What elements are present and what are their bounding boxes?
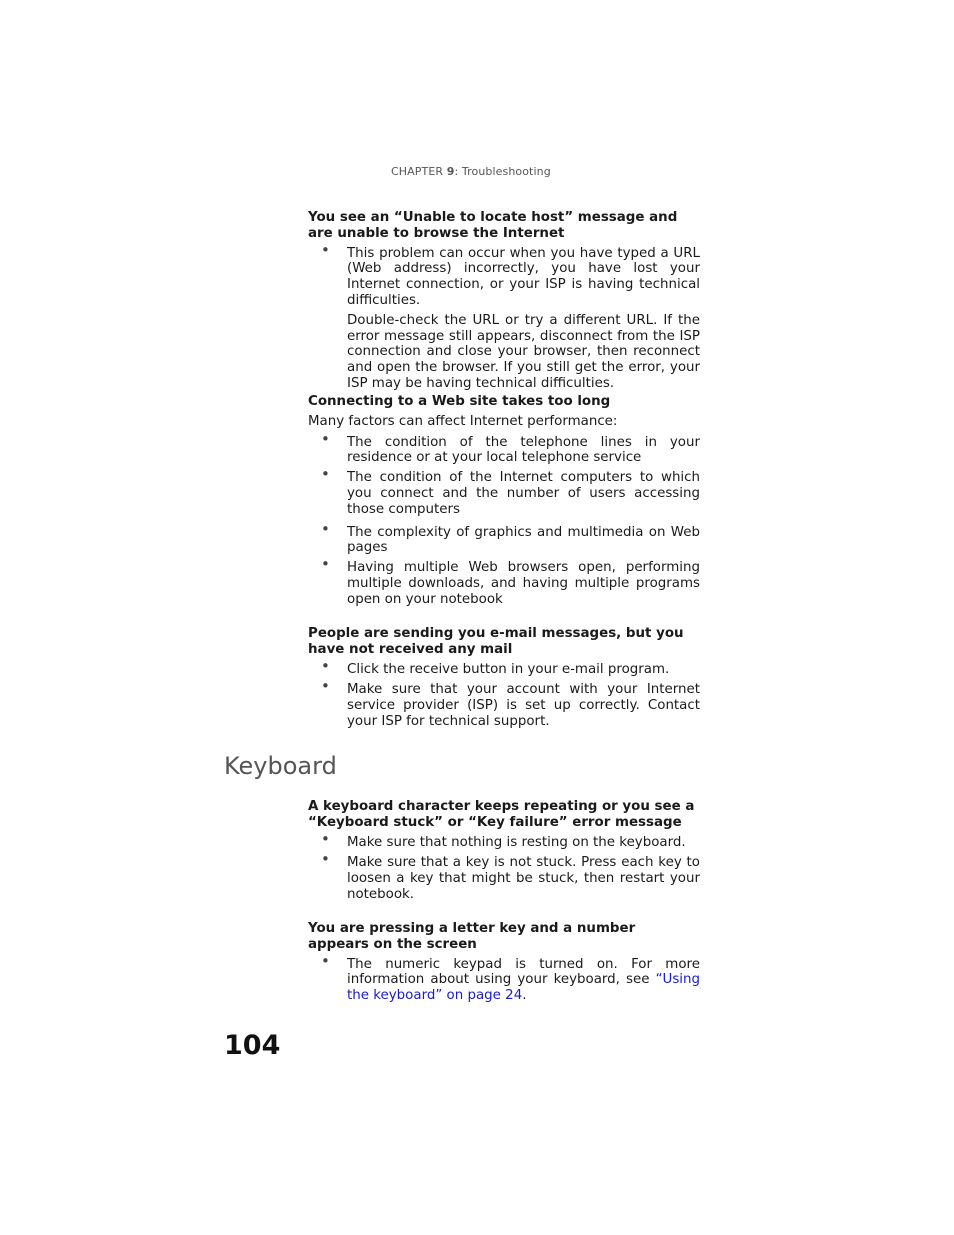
section-heading: Connecting to a Web site takes too long bbox=[308, 394, 611, 409]
section-site-takes-too-long bbox=[308, 394, 700, 608]
section-heading: People are sending you e-mail messages, but you have not received any mail bbox=[308, 626, 684, 657]
list-item: • The complexity of graphics and multimedia on Web pages bbox=[321, 519, 700, 556]
bullet-icon: • bbox=[321, 429, 330, 448]
list-item: • Click the receive button in your e-mail program. bbox=[321, 656, 670, 677]
list-item: • Having multiple Web browsers open, performing multiple downloads, and having multiple programs open on your notebook bbox=[321, 555, 700, 607]
running-header: CHAPTER 9: Troubleshooting bbox=[391, 165, 551, 178]
section-letter-key-number bbox=[308, 921, 700, 1004]
chapter-title: Troubleshooting bbox=[461, 165, 551, 178]
bullet-icon: • bbox=[321, 555, 330, 574]
list-item: • Make sure that a key is not stuck. Press each key to loosen a key that might be stuck, then restart your notebook. bbox=[321, 850, 700, 902]
page-number: 104 bbox=[224, 1030, 281, 1061]
section-email-not-received bbox=[308, 626, 700, 730]
section-heading: A keyboard character keeps repeating or you see a “Keyboard stuck” or “Key failure” error message bbox=[308, 799, 695, 830]
bullet-icon: • bbox=[321, 677, 330, 696]
chapter-label: CHAPTER bbox=[391, 165, 444, 178]
list-item: • The condition of the telephone lines in your residence or at your local telephone service bbox=[321, 429, 700, 466]
list-item: • The condition of the Internet computers to which you connect and the number of users accessing those computers bbox=[321, 465, 700, 517]
bullet-icon: • bbox=[321, 465, 330, 484]
section-unable-to-locate-host bbox=[308, 210, 700, 392]
bullet-icon: • bbox=[321, 519, 330, 538]
section-keyboard-repeating bbox=[308, 799, 700, 903]
section-heading: You see an “Unable to locate host” message and are unable to browse the Internet bbox=[308, 210, 678, 241]
section-title-keyboard: Keyboard bbox=[224, 752, 337, 780]
intro-text: Many factors can affect Internet performance: bbox=[308, 413, 618, 429]
section-heading: You are pressing a letter key and a number appears on the screen bbox=[308, 921, 636, 952]
using-keyboard-link[interactable]: “Using the keyboard” on page 24 bbox=[347, 972, 700, 1004]
list-item: • Make sure that your account with your Internet service provider (ISP) is set up correctly. Contact your ISP for technical support. bbox=[321, 677, 700, 729]
list-item: • This problem can occur when you have typed a URL (Web address) incorrectly, you have lost your Internet connection, or your ISP is having technical difficulties. bbox=[321, 240, 700, 308]
bullet-icon: • bbox=[321, 850, 330, 869]
list-item: • The numeric keypad is turned on. For more information about using your keyboard, see “Using the keyboard” on page 24. bbox=[321, 951, 700, 1004]
bullet-icon: • bbox=[321, 829, 330, 848]
list-item: • Make sure that nothing is resting on the keyboard. bbox=[321, 829, 686, 850]
chapter-number: 9 bbox=[446, 165, 455, 178]
note-paragraph: Double-check the URL or try a different URL. If the error message still appears, disconnect from the ISP connection and close your browser, then reconnect and open the browser. If you still get the error, your ISP may be having technical difficulties. bbox=[347, 312, 700, 391]
bullet-icon: • bbox=[321, 656, 330, 675]
bullet-icon: • bbox=[321, 951, 330, 970]
bullet-icon: • bbox=[321, 240, 330, 259]
